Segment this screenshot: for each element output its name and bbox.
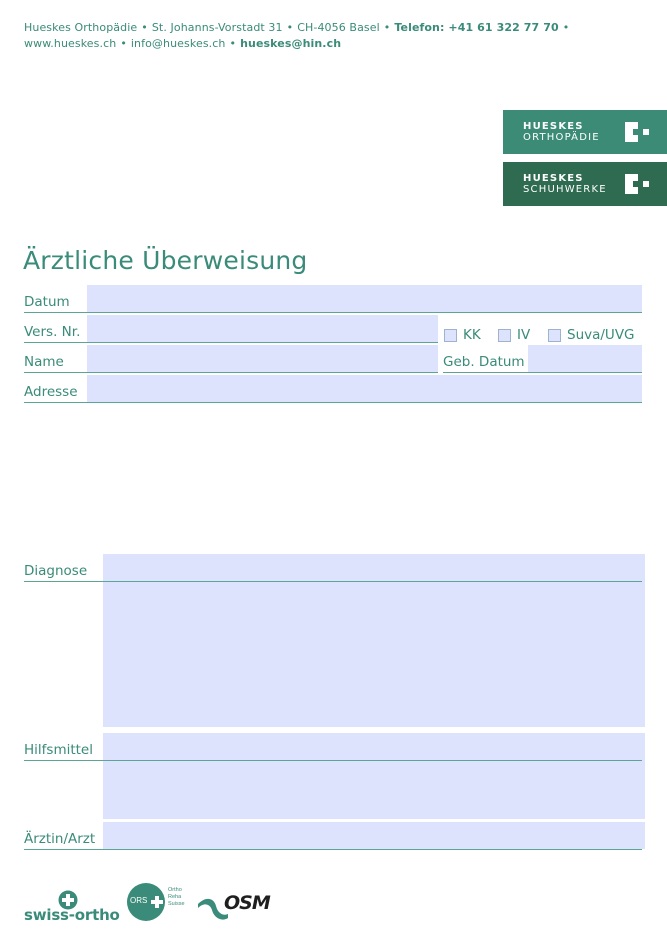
email-link[interactable]: info@hueskes.ch bbox=[130, 37, 226, 50]
city: CH-4056 Basel bbox=[297, 21, 380, 34]
adresse-field[interactable] bbox=[87, 375, 642, 402]
vers-nr-underline bbox=[24, 342, 438, 343]
street: St. Johanns-Vorstadt 31 bbox=[151, 21, 283, 34]
form-title: Ärztliche Überweisung bbox=[23, 246, 308, 275]
datum-label: Datum bbox=[24, 294, 70, 310]
phone: Telefon: +41 61 322 77 70 bbox=[394, 21, 559, 34]
arzt-underline bbox=[24, 849, 642, 850]
osm-logo: OSM bbox=[198, 890, 274, 922]
name-field[interactable] bbox=[87, 345, 438, 372]
name-underline bbox=[24, 372, 438, 373]
hin-email-link[interactable]: hueskes@hin.ch bbox=[240, 37, 342, 50]
hilfsmittel-underline bbox=[24, 760, 642, 761]
header-address-line1: Hueskes Orthopädie • St. Johanns-Vorstadt 31 • CH-4056 Basel • Telefon: +41 61 322 77 70 • bbox=[24, 21, 570, 34]
kk-label: KK bbox=[463, 327, 481, 343]
arzt-field[interactable] bbox=[103, 822, 645, 849]
brand-schuhwerke: HUESKES SCHUHWERKE bbox=[503, 162, 667, 206]
suva-uvg-checkbox[interactable] bbox=[548, 329, 561, 342]
company-name: Hueskes Orthopädie bbox=[24, 21, 138, 34]
hueskes-logo-icon bbox=[625, 174, 651, 194]
website-link[interactable]: www.hueskes.ch bbox=[24, 37, 117, 50]
hilfsmittel-label: Hilfsmittel bbox=[24, 742, 93, 758]
brand-orthopaedie: HUESKES ORTHOPÄDIE bbox=[503, 110, 667, 154]
vers-nr-field[interactable] bbox=[87, 315, 438, 342]
datum-field[interactable] bbox=[87, 285, 642, 312]
kk-checkbox[interactable] bbox=[444, 329, 457, 342]
iv-checkbox[interactable] bbox=[498, 329, 511, 342]
hilfsmittel-field[interactable] bbox=[103, 733, 645, 819]
vers-nr-label: Vers. Nr. bbox=[24, 324, 81, 340]
adresse-underline bbox=[24, 402, 642, 403]
adresse-label: Adresse bbox=[24, 384, 78, 400]
datum-underline bbox=[24, 312, 642, 313]
geb-datum-field[interactable] bbox=[528, 345, 642, 372]
iv-label: IV bbox=[517, 327, 531, 343]
name-label: Name bbox=[24, 354, 64, 370]
geb-datum-label: Geb. Datum bbox=[443, 354, 525, 370]
header-address-line2: www.hueskes.ch • info@hueskes.ch • hueskes@hin.ch bbox=[24, 37, 342, 50]
arzt-label: Ärztin/Arzt bbox=[24, 831, 96, 847]
ors-logo: ORS Ortho Reha Suisse bbox=[127, 882, 189, 922]
suva-uvg-label: Suva/UVG bbox=[567, 327, 635, 343]
geb-datum-underline bbox=[443, 372, 642, 373]
diagnose-label: Diagnose bbox=[24, 563, 88, 579]
diagnose-field[interactable] bbox=[103, 554, 645, 727]
hueskes-logo-icon bbox=[625, 122, 651, 142]
diagnose-underline bbox=[24, 581, 642, 582]
